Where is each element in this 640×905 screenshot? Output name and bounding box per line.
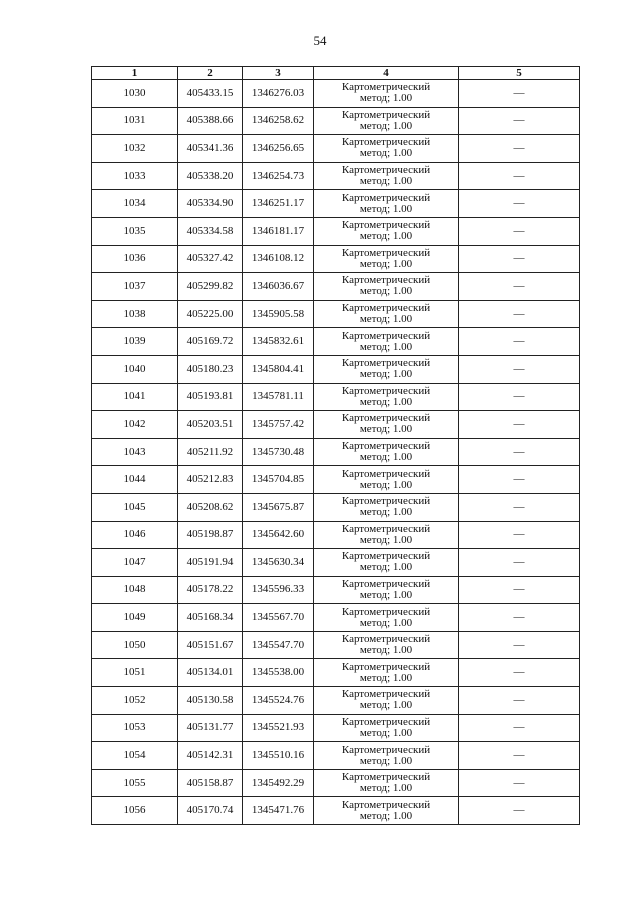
x-coordinate-cell: 405225.00: [178, 300, 243, 328]
note-cell: —: [459, 328, 580, 356]
method-cell: Картометрический метод; 1.00: [314, 162, 459, 190]
note-cell: —: [459, 742, 580, 770]
coordinates-table: [91, 66, 580, 825]
point-number-cell: 1041: [92, 383, 178, 411]
point-number-cell: 1055: [92, 769, 178, 797]
x-coordinate-cell: 405169.72: [178, 328, 243, 356]
point-number-cell: 1032: [92, 135, 178, 163]
point-number-cell: 1039: [92, 328, 178, 356]
point-number-cell: 1046: [92, 521, 178, 549]
x-coordinate-cell: 405191.94: [178, 549, 243, 577]
note-cell: —: [459, 549, 580, 577]
note-cell: —: [459, 135, 580, 163]
note-cell: —: [459, 190, 580, 218]
x-coordinate-cell: 405142.31: [178, 742, 243, 770]
note-cell: —: [459, 521, 580, 549]
note-cell: —: [459, 162, 580, 190]
note-cell: —: [459, 604, 580, 632]
table-row: [92, 438, 580, 466]
method-cell: Картометрический метод; 1.00: [314, 493, 459, 521]
point-number-cell: 1052: [92, 687, 178, 715]
x-coordinate-cell: 405211.92: [178, 438, 243, 466]
table-row: [92, 80, 580, 108]
method-cell: Картометрический метод; 1.00: [314, 190, 459, 218]
y-coordinate-cell: 1346254.73: [243, 162, 314, 190]
x-coordinate-cell: 405334.58: [178, 217, 243, 245]
table-row: [92, 383, 580, 411]
method-cell: Картометрический метод; 1.00: [314, 466, 459, 494]
y-coordinate-cell: 1345704.85: [243, 466, 314, 494]
table-row: [92, 797, 580, 825]
x-coordinate-cell: 405212.83: [178, 466, 243, 494]
table-row: [92, 411, 580, 439]
x-coordinate-cell: 405180.23: [178, 355, 243, 383]
method-cell: Картометрический метод; 1.00: [314, 107, 459, 135]
point-number-cell: 1037: [92, 273, 178, 301]
x-coordinate-cell: 405131.77: [178, 714, 243, 742]
table-row: [92, 687, 580, 715]
method-cell: Картометрический метод; 1.00: [314, 576, 459, 604]
y-coordinate-cell: 1346256.65: [243, 135, 314, 163]
note-cell: —: [459, 383, 580, 411]
note-cell: —: [459, 107, 580, 135]
y-coordinate-cell: 1345524.76: [243, 687, 314, 715]
note-cell: —: [459, 493, 580, 521]
note-cell: —: [459, 80, 580, 108]
table-row: [92, 742, 580, 770]
table-row: [92, 245, 580, 273]
method-cell: Картометрический метод; 1.00: [314, 797, 459, 825]
x-coordinate-cell: 405151.67: [178, 631, 243, 659]
point-number-cell: 1047: [92, 549, 178, 577]
note-cell: —: [459, 466, 580, 494]
y-coordinate-cell: 1346108.12: [243, 245, 314, 273]
y-coordinate-cell: 1345730.48: [243, 438, 314, 466]
x-coordinate-cell: 405178.22: [178, 576, 243, 604]
table-row: [92, 328, 580, 356]
point-number-cell: 1050: [92, 631, 178, 659]
table-row: [92, 273, 580, 301]
method-cell: Картометрический метод; 1.00: [314, 328, 459, 356]
note-cell: —: [459, 217, 580, 245]
method-cell: Картометрический метод; 1.00: [314, 521, 459, 549]
table-row: [92, 355, 580, 383]
table-row: [92, 631, 580, 659]
y-coordinate-cell: 1345547.70: [243, 631, 314, 659]
table-row: [92, 300, 580, 328]
y-coordinate-cell: 1345757.42: [243, 411, 314, 439]
note-cell: —: [459, 355, 580, 383]
method-cell: Картометрический метод; 1.00: [314, 549, 459, 577]
point-number-cell: 1045: [92, 493, 178, 521]
y-coordinate-cell: 1345781.11: [243, 383, 314, 411]
method-cell: Картометрический метод; 1.00: [314, 217, 459, 245]
y-coordinate-cell: 1345492.29: [243, 769, 314, 797]
point-number-cell: 1030: [92, 80, 178, 108]
x-coordinate-cell: 405208.62: [178, 493, 243, 521]
point-number-cell: 1033: [92, 162, 178, 190]
x-coordinate-cell: 405388.66: [178, 107, 243, 135]
y-coordinate-cell: 1345538.00: [243, 659, 314, 687]
method-cell: Картометрический метод; 1.00: [314, 769, 459, 797]
point-number-cell: 1034: [92, 190, 178, 218]
note-cell: —: [459, 797, 580, 825]
table-row: [92, 576, 580, 604]
point-number-cell: 1049: [92, 604, 178, 632]
method-cell: Картометрический метод; 1.00: [314, 245, 459, 273]
y-coordinate-cell: 1345596.33: [243, 576, 314, 604]
table-row: [92, 521, 580, 549]
x-coordinate-cell: 405198.87: [178, 521, 243, 549]
x-coordinate-cell: 405433.15: [178, 80, 243, 108]
point-number-cell: 1048: [92, 576, 178, 604]
y-coordinate-cell: 1345832.61: [243, 328, 314, 356]
method-cell: Картометрический метод; 1.00: [314, 687, 459, 715]
table-row: [92, 714, 580, 742]
point-number-cell: 1040: [92, 355, 178, 383]
y-coordinate-cell: 1345804.41: [243, 355, 314, 383]
method-cell: Картометрический метод; 1.00: [314, 273, 459, 301]
x-coordinate-cell: 405299.82: [178, 273, 243, 301]
point-number-cell: 1054: [92, 742, 178, 770]
y-coordinate-cell: 1345510.16: [243, 742, 314, 770]
table-header-row: [92, 67, 580, 80]
y-coordinate-cell: 1345642.60: [243, 521, 314, 549]
table-row: [92, 190, 580, 218]
y-coordinate-cell: 1346181.17: [243, 217, 314, 245]
point-number-cell: 1044: [92, 466, 178, 494]
table-row: [92, 549, 580, 577]
point-number-cell: 1051: [92, 659, 178, 687]
method-cell: Картометрический метод; 1.00: [314, 631, 459, 659]
point-number-cell: 1043: [92, 438, 178, 466]
point-number-cell: 1035: [92, 217, 178, 245]
note-cell: —: [459, 245, 580, 273]
point-number-cell: 1038: [92, 300, 178, 328]
y-coordinate-cell: 1346036.67: [243, 273, 314, 301]
column-header-1: 1: [92, 67, 178, 80]
method-cell: Картометрический метод; 1.00: [314, 411, 459, 439]
table-row: [92, 604, 580, 632]
x-coordinate-cell: 405158.87: [178, 769, 243, 797]
x-coordinate-cell: 405130.58: [178, 687, 243, 715]
point-number-cell: 1042: [92, 411, 178, 439]
x-coordinate-cell: 405203.51: [178, 411, 243, 439]
table-row: [92, 107, 580, 135]
point-number-cell: 1056: [92, 797, 178, 825]
x-coordinate-cell: 405168.34: [178, 604, 243, 632]
method-cell: Картометрический метод; 1.00: [314, 714, 459, 742]
x-coordinate-cell: 405327.42: [178, 245, 243, 273]
note-cell: —: [459, 769, 580, 797]
y-coordinate-cell: 1346276.03: [243, 80, 314, 108]
table-row: [92, 217, 580, 245]
x-coordinate-cell: 405134.01: [178, 659, 243, 687]
y-coordinate-cell: 1345905.58: [243, 300, 314, 328]
table-row: [92, 769, 580, 797]
table-row: [92, 162, 580, 190]
table-row: [92, 493, 580, 521]
column-header-4: 4: [314, 67, 459, 80]
method-cell: Картометрический метод; 1.00: [314, 383, 459, 411]
y-coordinate-cell: 1345471.76: [243, 797, 314, 825]
table-body: [92, 80, 580, 825]
table-row: [92, 466, 580, 494]
y-coordinate-cell: 1345630.34: [243, 549, 314, 577]
method-cell: Картометрический метод; 1.00: [314, 135, 459, 163]
note-cell: —: [459, 659, 580, 687]
x-coordinate-cell: 405193.81: [178, 383, 243, 411]
page-number: 54: [313, 33, 327, 48]
method-cell: Картометрический метод; 1.00: [314, 438, 459, 466]
method-cell: Картометрический метод; 1.00: [314, 604, 459, 632]
y-coordinate-cell: 1345521.93: [243, 714, 314, 742]
note-cell: —: [459, 631, 580, 659]
column-header-5: 5: [459, 67, 580, 80]
note-cell: —: [459, 411, 580, 439]
note-cell: —: [459, 300, 580, 328]
x-coordinate-cell: 405334.90: [178, 190, 243, 218]
y-coordinate-cell: 1345675.87: [243, 493, 314, 521]
note-cell: —: [459, 687, 580, 715]
note-cell: —: [459, 714, 580, 742]
x-coordinate-cell: 405338.20: [178, 162, 243, 190]
note-cell: —: [459, 576, 580, 604]
note-cell: —: [459, 273, 580, 301]
note-cell: —: [459, 438, 580, 466]
method-cell: Картометрический метод; 1.00: [314, 355, 459, 383]
y-coordinate-cell: 1345567.70: [243, 604, 314, 632]
point-number-cell: 1031: [92, 107, 178, 135]
x-coordinate-cell: 405341.36: [178, 135, 243, 163]
y-coordinate-cell: 1346258.62: [243, 107, 314, 135]
column-header-2: 2: [178, 67, 243, 80]
method-cell: Картометрический метод; 1.00: [314, 300, 459, 328]
column-header-3: 3: [243, 67, 314, 80]
table-row: [92, 659, 580, 687]
point-number-cell: 1036: [92, 245, 178, 273]
table-row: [92, 135, 580, 163]
method-cell: Картометрический метод; 1.00: [314, 659, 459, 687]
point-number-cell: 1053: [92, 714, 178, 742]
method-cell: Картометрический метод; 1.00: [314, 80, 459, 108]
method-cell: Картометрический метод; 1.00: [314, 742, 459, 770]
x-coordinate-cell: 405170.74: [178, 797, 243, 825]
y-coordinate-cell: 1346251.17: [243, 190, 314, 218]
